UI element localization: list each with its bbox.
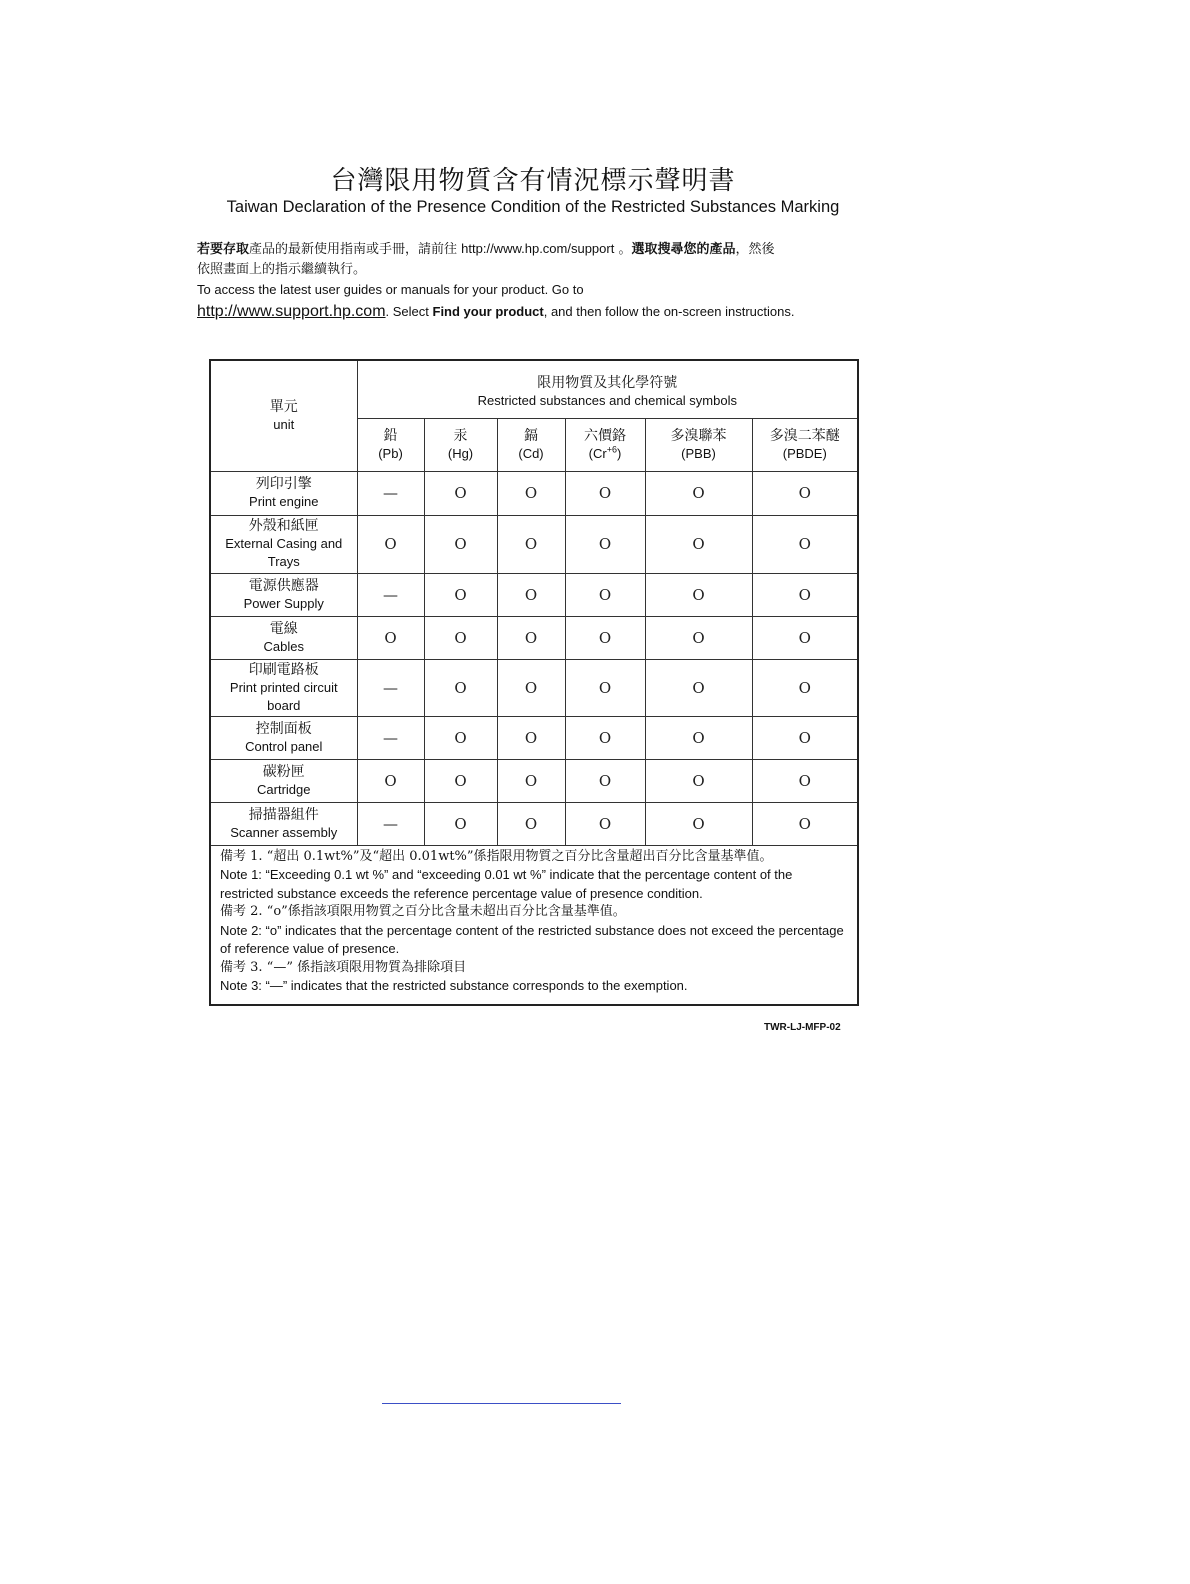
present-below-limit-mark: O [752,759,858,802]
substance-header-cell [645,418,752,471]
present-below-limit-mark: O [645,616,752,659]
present-below-limit-mark: O [424,573,497,616]
title-chinese: 台灣限用物質含有情況標示聲明書 [330,166,736,196]
present-below-limit-mark: O [752,659,858,716]
substance-header-cell [424,418,497,471]
present-below-limit-mark: O [752,515,858,573]
exempt-dash-mark: — [357,802,424,845]
component-name-en: Cables [263,638,304,654]
table-row [210,573,858,616]
note-line: 備考 2. “o”係指該項限用物質之百分比含量未超出百分比含量基準值。 [220,904,626,919]
note-line: Note 2: “o” indicates that the percentage content of the restricted substance does not exceed the percentage of reference value of presence. [220,922,844,956]
note-line: 備考 1. “超出 0.1wt%”及“超出 0.01wt%”係指限用物質之百分比含量超出百分比含量基準值。 [220,848,773,864]
intro-en-line-1: To access the latest user guides or manuals for your product. Go to [197,282,584,297]
substance-header-cell [565,418,645,471]
present-below-limit-mark: O [645,802,752,845]
present-below-limit-mark: O [497,616,565,659]
intro-en-text-2: . Select [385,304,433,319]
intro-zh-separator: 。 [614,242,632,257]
substance-name-zh: 六價鉻 [584,427,626,444]
unit-header-en: unit [273,416,295,432]
component-name-en: Print engine [249,494,319,509]
table-row [210,659,858,716]
table-row [210,471,858,515]
restricted-header-zh: 限用物質及其化學符號 [537,375,678,392]
exempt-dash-mark: — [357,716,424,759]
component-name-en: Print printed circuit board [229,679,338,713]
component-name-en: Control panel [245,738,323,754]
substance-name-zh: 鎘 [524,427,538,444]
component-name-zh: 碳粉匣 [262,763,305,780]
present-below-limit-mark: O [645,759,752,802]
component-cell [210,802,357,845]
present-below-limit-mark: O [565,659,645,716]
substance-symbol: (Cd) [518,445,544,461]
unit-header-cell [210,360,357,471]
intro-zh-bold-2: 選取搜尋您的產品 [631,242,736,257]
header-row-1 [210,360,858,418]
table-row [210,802,858,845]
present-below-limit-mark: O [424,659,497,716]
component-name-zh: 控制面板 [255,720,312,737]
present-below-limit-mark: O [752,471,858,515]
component-name-en: Cartridge [257,781,311,797]
present-below-limit-mark: O [424,515,497,573]
support-url-link[interactable]: http://www.hp.com/support [461,241,615,256]
intro-zh-text-1: 產品的最新使用指南或手冊，請前往 [249,242,462,257]
intro-paragraph [197,239,877,322]
component-name-en: External Casing and Trays [225,536,343,569]
component-cell [210,515,357,573]
intro-en-text-3: , and then follow the on-screen instructions. [543,304,795,319]
document-code: TWR-LJ-MFP-02 [764,1022,841,1033]
table-row [210,515,858,573]
restricted-header-en: Restricted substances and chemical symbols [477,393,737,409]
support-hp-url-link[interactable]: http://www.support.hp.com [197,303,386,320]
intro-zh-bold-1: 若要存取 [197,242,250,257]
present-below-limit-mark: O [565,759,645,802]
present-below-limit-mark: O [497,759,565,802]
find-your-product-label: Find your product [432,304,544,319]
present-below-limit-mark: O [645,659,752,716]
present-below-limit-mark: O [497,471,565,515]
present-below-limit-mark: O [497,659,565,716]
substance-symbol: (PBDE) [782,445,827,461]
notes-cell [210,845,858,1005]
present-below-limit-mark: O [645,471,752,515]
present-below-limit-mark: O [565,716,645,759]
component-cell [210,573,357,616]
table-row [210,716,858,759]
present-below-limit-mark: O [424,471,497,515]
present-below-limit-mark: O [565,471,645,515]
present-below-limit-mark: O [645,716,752,759]
title-english: Taiwan Declaration of the Presence Condition of the Restricted Substances Marking [226,198,840,216]
substance-name-zh: 多溴二苯醚 [769,427,840,444]
present-below-limit-mark: O [424,759,497,802]
substance-header-cell [497,418,565,471]
note-line: Note 3: “—” indicates that the restricted substance corresponds to the exemption. [220,978,688,993]
substance-name-zh: 汞 [453,427,468,444]
table-row [210,759,858,802]
present-below-limit-mark: O [752,716,858,759]
present-below-limit-mark: O [357,759,424,802]
component-name-zh: 掃描器組件 [248,806,319,823]
present-below-limit-mark: O [497,716,565,759]
component-name-zh: 印刷電路板 [248,661,319,678]
component-cell [210,759,357,802]
substance-symbol: $(Cr^{+6})$ [588,444,622,461]
component-name-zh: 電線 [269,620,298,637]
present-below-limit-mark: O [565,616,645,659]
exempt-dash-mark: — [357,573,424,616]
intro-en-line-2 [197,302,877,322]
substance-symbol: (Hg) [447,445,474,461]
substance-name-zh: 多溴聯苯 [670,427,727,444]
present-below-limit-mark: O [752,616,858,659]
component-name-en: Power Supply [243,595,324,611]
present-below-limit-mark: O [424,716,497,759]
intro-zh-line-2: 依照畫面上的指示繼續執行。 [197,262,367,277]
substance-symbol: (Pb) [378,445,403,461]
substance-header-cell [357,418,424,471]
component-name-en: Scanner assembly [230,824,338,840]
present-below-limit-mark: O [424,802,497,845]
component-cell [210,716,357,759]
exempt-dash-mark: — [357,471,424,515]
present-below-limit-mark: O [565,802,645,845]
note-line: Note 1: “Exceeding 0.1 wt %” and “exceeding 0.01 wt %” indicate that the percentage content of the restricted substance exceeds the reference percentage value of presence condition. [220,867,793,901]
present-below-limit-mark: O [565,573,645,616]
present-below-limit-mark: O [565,515,645,573]
present-below-limit-mark: O [752,802,858,845]
substance-header-cell [752,418,858,471]
component-name-zh: 電源供應器 [248,577,319,594]
present-below-limit-mark: O [645,573,752,616]
component-cell [210,471,357,515]
exempt-dash-mark: — [357,659,424,716]
present-below-limit-mark: O [645,515,752,573]
present-below-limit-mark: O [424,616,497,659]
substance-name-zh: 鉛 [383,427,398,444]
present-below-limit-mark: O [497,515,565,573]
intro-zh-text-2: ，然後 [735,242,775,257]
note-line: 備考 3. “—” 係指該項限用物質為排除項目 [220,959,467,975]
table-row [210,616,858,659]
footer-divider-line [382,1403,621,1404]
unit-header-zh: 單元 [269,398,298,415]
component-cell [210,659,357,716]
substance-symbol: (PBB) [681,445,716,461]
notes-row [210,845,858,1005]
present-below-limit-mark: O [752,573,858,616]
present-below-limit-mark: O [357,616,424,659]
present-below-limit-mark: O [497,573,565,616]
present-below-limit-mark: O [357,515,424,573]
restricted-substances-table [209,359,859,1006]
present-below-limit-mark: O [497,802,565,845]
intro-zh-line-1 [197,239,877,260]
restricted-header-cell [357,360,858,418]
component-name-zh: 列印引擎 [255,476,312,492]
component-name-zh: 外殼和紙匣 [248,518,319,534]
component-cell [210,616,357,659]
